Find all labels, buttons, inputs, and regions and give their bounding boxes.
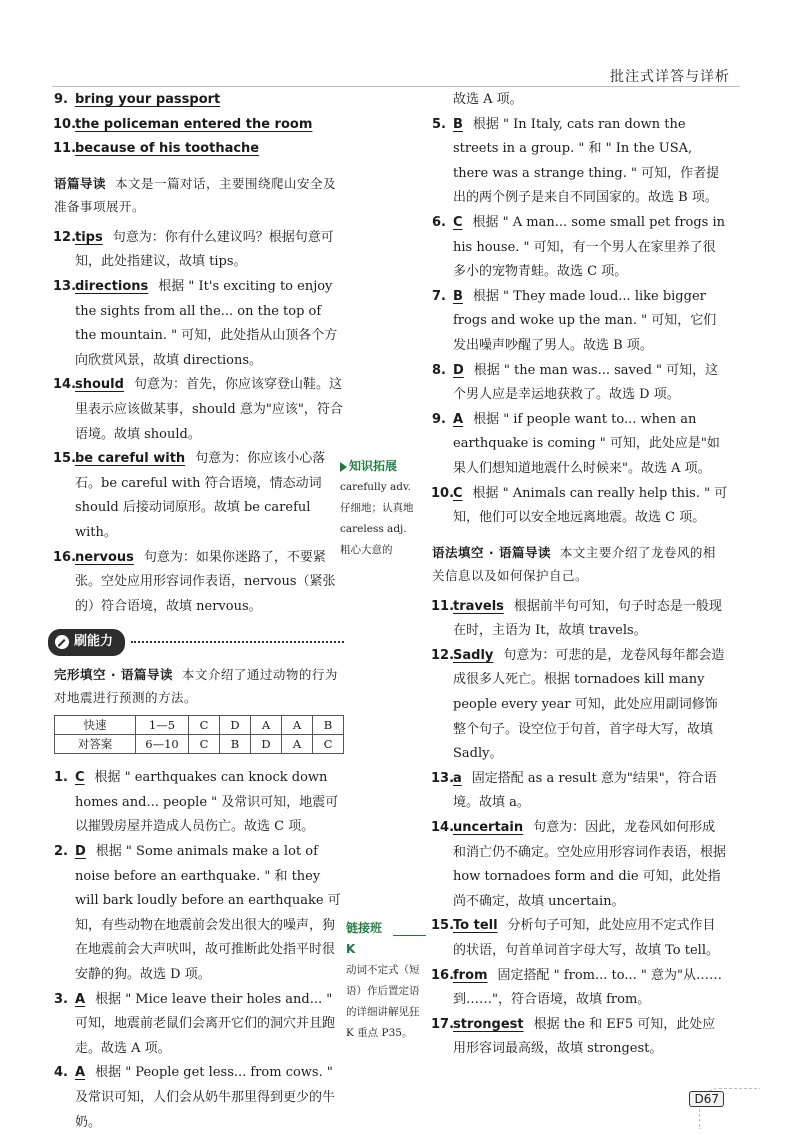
- side-note-line: carefully adv. 仔细地；认真地: [340, 481, 414, 514]
- item-number: 15.: [53, 451, 77, 467]
- item-answer: because of his toothache: [75, 141, 260, 157]
- answer-item: [54, 988, 344, 1062]
- answer-item: [54, 113, 344, 138]
- table-cell: B: [220, 735, 251, 754]
- item-explanation: 句意为：如果你迷路了，不要紧张。空处应用形容词作表语，nervous（紧张的）符合语境，故填 nervous。: [75, 549, 336, 614]
- side-note-line: careless adj. 粗心大意的: [340, 523, 407, 556]
- item-answer: bring your passport: [75, 92, 221, 107]
- item-number: 4.: [54, 1065, 68, 1081]
- answer-item: [432, 816, 728, 914]
- item-explanation: 句意为：你应该小心落石。be careful with 符合语境，情态动词 should 后接动词原形。故填 be careful with。: [75, 451, 326, 540]
- side-note-tag-text: 知识拓展: [349, 459, 398, 473]
- item-answer: C: [75, 770, 85, 786]
- side-note-tag: [340, 456, 420, 477]
- item-explanation: 根据 " the man was... saved " 可知，这个男人应是幸运地获救了。故选 D 项。: [453, 362, 719, 403]
- item-explanation: 根据 " Some animals make a lot of noise before an earthquake. " 和 they will bark loudly before an earthquake 可知，有些动物在地震前会发出很大的噪声，狗在地震前会大声吠叫，故可推断此处指平时很安静的狗。故选 D 项。: [75, 844, 341, 983]
- side-note-link: [346, 918, 426, 1044]
- item-number: 2.: [54, 844, 68, 860]
- guide-label: 完形填空 · 语篇导读: [54, 667, 173, 683]
- answer-item: [432, 767, 728, 816]
- item-number: 11.: [53, 141, 77, 157]
- section-badge: [48, 629, 125, 656]
- item-explanation: 根据 " Animals can really help this. " 可知，他们可以安全地远离地震。故选 C 项。: [453, 485, 728, 526]
- answer-list-left-b: [54, 226, 344, 620]
- left-column: [54, 88, 344, 1135]
- table-cell: C: [189, 716, 220, 735]
- header-rule: [52, 86, 740, 87]
- item-number: 10.: [431, 485, 455, 501]
- item-number: 1.: [54, 770, 68, 786]
- table-range: 6—10: [136, 735, 189, 754]
- table-cell: D: [220, 716, 251, 735]
- item-answer: D: [453, 362, 464, 378]
- item-answer: strongest: [453, 1016, 524, 1032]
- item-answer: should: [75, 377, 124, 393]
- answer-item: [54, 275, 344, 373]
- item-answer: be careful with: [75, 451, 186, 467]
- item-number: 13.: [431, 770, 455, 786]
- answer-item: [432, 644, 728, 767]
- reading-guide-2: [54, 661, 344, 711]
- table-cell: C: [189, 735, 220, 754]
- item-number: 12.: [53, 229, 77, 245]
- answer-item: [54, 546, 344, 620]
- item-explanation: 根据 the 和 EF5 可知，此处应用形容词最高级，故填 strongest。: [453, 1016, 716, 1057]
- item-answer: B: [453, 116, 463, 132]
- item-explanation: 句意为：可悲的是，龙卷风每年都会造成很多人死亡。根据 tornadoes kill many people every year 可知，此处应用副词修饰整个句子。设空位于句首，首字母大写，故填 Sadly。: [453, 647, 725, 762]
- answer-item: [432, 359, 728, 408]
- continued-text: 故选 A 项。: [453, 92, 523, 107]
- side-note-knowledge: [340, 456, 420, 561]
- guide-text: 本文介绍了通过动物的行为对地震进行预测的方法。: [54, 667, 338, 706]
- item-number: 12.: [431, 647, 455, 663]
- item-explanation: 根据 " earthquakes can knock down homes and... people " 及常识可知，地震可以摧毁房屋并造成人员伤亡。故选 C 项。: [75, 770, 339, 835]
- item-answer: the policeman entered the room: [75, 116, 313, 132]
- item-number: 10.: [53, 116, 77, 132]
- side-note-tag: [346, 918, 426, 960]
- section-header: [48, 629, 344, 655]
- answer-item: [54, 447, 344, 545]
- connector-line: [393, 935, 426, 936]
- item-number: 14.: [431, 820, 455, 836]
- item-answer: C: [453, 485, 463, 501]
- answer-item: [432, 408, 728, 482]
- answer-item: [432, 113, 728, 211]
- item-number: 16.: [53, 549, 77, 565]
- item-explanation: 根据 " People get less... from cows. " 及常识可知，人们会从奶牛那里得到更少的牛奶。: [75, 1065, 336, 1130]
- answer-item: [432, 595, 728, 644]
- item-answer: a: [453, 770, 462, 786]
- item-explanation: 固定搭配 as a result 意为"结果"，符合语境。故填 a。: [453, 770, 717, 811]
- answer-item: [432, 482, 728, 531]
- answer-list-right-b: [432, 595, 728, 1062]
- item-explanation: 根据 " In Italy, cats ran down the streets in a group. " 和 " In the USA, there was a strange thing. " 可知，作者提出的两个例子是来自不同国家的。故选 B 项。: [453, 116, 720, 206]
- answer-list-left-a: [54, 88, 344, 162]
- item-answer: C: [453, 214, 463, 230]
- guide-label: 语篇导读: [54, 175, 107, 191]
- table-label: 快速: [55, 716, 136, 735]
- item-explanation: 根据 " They made loud... like bigger frogs and woke up the man. " 可知，它们发出噪声吵醒了男人。故选 B 项。: [453, 288, 717, 353]
- item-number: 8.: [432, 362, 446, 378]
- item-number: 16.: [431, 967, 455, 983]
- item-explanation: 句意为：因此，龙卷风如何形成和消亡仍不确定。空处应用形容词作表语，根据 how tornadoes form and die 可知，此处指尚不确定，故填 uncertain。: [453, 820, 727, 909]
- guide-label: 语法填空 · 语篇导读: [432, 544, 551, 560]
- item-explanation: 句意为：你有什么建议吗？根据句意可知，此处指建议，故填 tips。: [75, 229, 334, 270]
- table-cell: A: [282, 716, 313, 735]
- item-answer: from: [453, 967, 488, 983]
- item-number: 9.: [432, 411, 446, 427]
- guide-text: 本文主要介绍了龙卷风的相关信息以及如何保护自己。: [432, 544, 716, 583]
- side-note-text: 动词不定式（短语）作后置定语的详细讲解见狂 K 重点 P35。: [346, 964, 420, 1039]
- answer-item: [432, 914, 728, 963]
- item-answer: Sadly: [453, 647, 494, 663]
- table-cell: D: [251, 735, 282, 754]
- answer-item: [432, 1013, 728, 1062]
- table-cell: A: [282, 735, 313, 754]
- item-explanation: 根据 " A man... some small pet frogs in his house. " 可知，有一个男人在家里养了很多小的宠物青蛙。故选 C 项。: [453, 214, 726, 280]
- arrow-icon: [340, 462, 347, 472]
- table-label: 对答案: [55, 735, 136, 754]
- item-explanation: 根据前半句可知，句子时态是一般现在时，主语为 It，故填 travels。: [453, 598, 722, 639]
- item-number: 7.: [432, 288, 446, 304]
- right-column: [432, 88, 728, 1062]
- item-answer: To tell: [453, 918, 498, 934]
- page-header-title: 批注式详答与详析: [610, 69, 730, 85]
- page-number: D67: [689, 1091, 724, 1107]
- pencil-icon: [54, 634, 70, 650]
- side-note-tag-text: 链接班 K: [346, 921, 383, 956]
- item-explanation: 根据 " It's exciting to enjoy the sights from all the... on the top of the mountain. " 可知，此处指从山顶各个方向欣赏风景，故填 directions。: [75, 278, 338, 368]
- item-explanation: 句意为：首先，你应该穿登山鞋。这里表示应该做某事，should 意为"应该"，符合语境。故填 should。: [75, 377, 343, 442]
- answer-item: [54, 373, 344, 447]
- item-explanation: 根据 " Mice leave their holes and... " 可知，地震前老鼠们会离开它们的洞穴并且跑走。故选 A 项。: [75, 991, 336, 1056]
- table-row: [55, 735, 344, 754]
- item-answer: A: [453, 411, 464, 427]
- item-number: 3.: [54, 991, 68, 1007]
- guide-text: 本文是一篇对话，主要围绕爬山安全及准备事项展开。: [54, 175, 336, 214]
- item-answer: nervous: [75, 549, 134, 565]
- answer-item: [54, 226, 344, 275]
- table-cell: A: [251, 716, 282, 735]
- item-answer: directions: [75, 278, 149, 294]
- item-explanation: 固定搭配 " from... to... " 意为"从……到……"，符合语境，故填 from。: [453, 967, 722, 1008]
- item-number: 5.: [432, 116, 446, 132]
- item-answer: A: [75, 1065, 86, 1081]
- item-number: 15.: [431, 918, 455, 934]
- answer-item: [432, 285, 728, 359]
- table-row: [55, 716, 344, 735]
- quick-answer-table: [54, 715, 344, 754]
- item-answer: A: [75, 991, 86, 1007]
- table-range: 1—5: [136, 716, 189, 735]
- item-number: 14.: [53, 377, 77, 393]
- answer-list-right-a: [432, 113, 728, 531]
- table-cell: B: [313, 716, 344, 735]
- section-divider: [131, 641, 344, 643]
- reading-guide-3: [432, 531, 728, 595]
- item-number: 11.: [431, 598, 455, 614]
- item-explanation: 根据 " if people want to... when an earthquake is coming " 可知，此处应是"如果人们想知道地震什么时候来"。故选 A 项。: [453, 411, 720, 476]
- item-explanation: 分析句子可知，此处应用不定式作目的状语，句首单词首字母大写，故填 To tell。: [453, 918, 719, 958]
- item-answer: D: [75, 844, 86, 860]
- answer-item: [432, 964, 728, 1013]
- table-cell: C: [313, 735, 344, 754]
- section-title: 刷能力: [74, 633, 114, 649]
- item-answer: uncertain: [453, 820, 524, 836]
- item-answer: travels: [453, 598, 504, 614]
- item-number: 6.: [432, 214, 446, 230]
- answer-item: [54, 88, 344, 113]
- answer-item: [54, 840, 344, 988]
- item-answer: tips: [75, 229, 103, 245]
- item-answer: B: [453, 288, 463, 304]
- answer-item: [54, 137, 344, 162]
- answer-item: [54, 766, 344, 840]
- answer-item: [54, 1061, 344, 1135]
- item-number: 13.: [53, 278, 77, 294]
- reading-guide-1: [54, 162, 344, 226]
- answer-list-left-c: [54, 766, 344, 1135]
- answer-item: [432, 211, 728, 285]
- item-number: 9.: [54, 92, 68, 107]
- item-number: 17.: [431, 1016, 455, 1032]
